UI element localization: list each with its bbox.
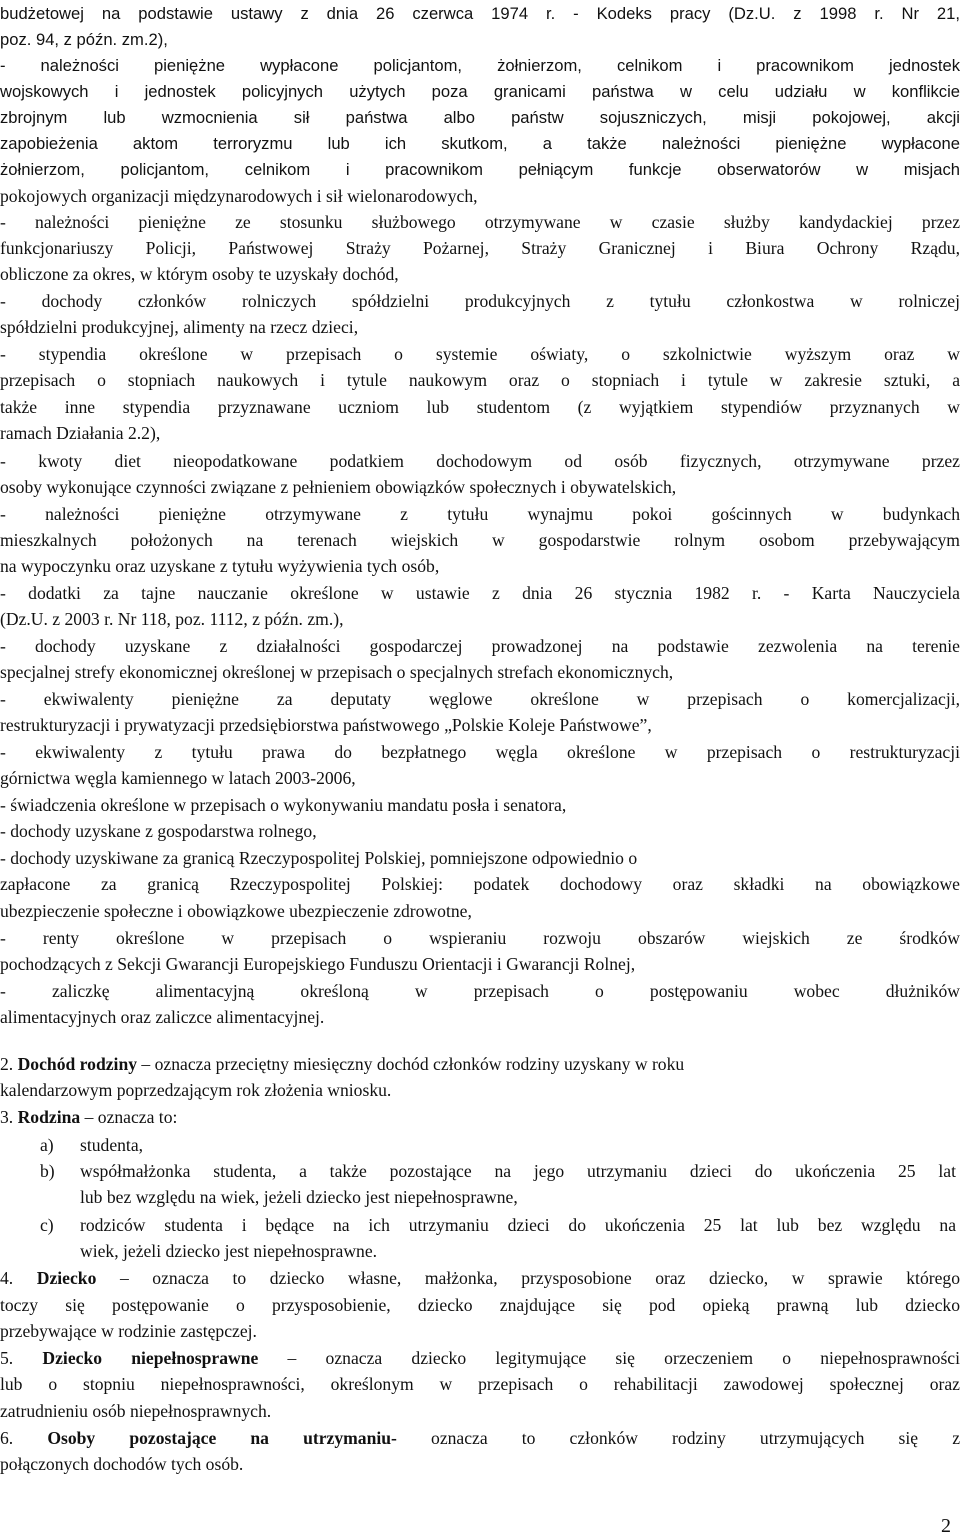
text-line: osoby wykonujące czynności związane z pełnieniem obowiązków społecznych i obywatelskich, bbox=[0, 477, 677, 497]
text-line: zapłacone za granicą Rzeczypospolitej Polskiej: podatek dochodowy oraz składki na obowiązkowe bbox=[0, 874, 960, 894]
text-line: zatrudnieniu osób niepełnosprawnych. bbox=[0, 1401, 272, 1421]
definition-line bbox=[0, 1425, 960, 1451]
definition-term: Rodzina bbox=[17, 1107, 81, 1127]
text-line: budżetowej na podstawie ustawy z dnia 26 czerwca 1974 r. - Kodeks pracy (Dz.U. z 1998 r. Nr 21, bbox=[0, 4, 960, 23]
text-line: - ekwiwalenty pieniężne za deputaty węglowe określone w przepisach o komercjalizacji, bbox=[0, 689, 960, 709]
definition-line bbox=[0, 1265, 960, 1291]
text-line: na wypoczynku oraz uzyskane z tytułu wyżywienia tych osób, bbox=[0, 556, 440, 576]
text-line: - dochody członków rolniczych spółdzielni produkcyjnych z tytułu członkostwa w rolniczej bbox=[0, 291, 960, 311]
text-line: - zaliczkę alimentacyjną określoną w przepisach o postępowaniu wobec dłużników bbox=[0, 981, 960, 1001]
text-line: - dochody uzyskiwane za granicą Rzeczypospolitej Polskiej, pomniejszone odpowiednio o bbox=[0, 848, 638, 868]
text-line: zbrojnym lub wzmocnienia sił państwa albo państw sojuszniczych, misji pokojowej, akcji bbox=[0, 108, 960, 127]
list-text-continuation: lub bez względu na wiek, jeżeli dziecko jest niepełnosprawne, bbox=[80, 1187, 518, 1207]
list-text: studenta, bbox=[80, 1135, 144, 1155]
text-line: - należności pieniężne ze stosunku służbowego otrzymywane w czasie służby kandydackiej przez bbox=[0, 212, 960, 232]
text-line: obliczone za okres, w którym osoby te uzyskały dochód, bbox=[0, 264, 399, 284]
definition-text: – oznacza to dziecko własne, małżonka, przysposobione oraz dziecko, w sprawie którego bbox=[96, 1268, 960, 1288]
text-line: alimentacyjnych oraz zaliczce alimentacyjnej. bbox=[0, 1007, 325, 1027]
text-line: restrukturyzacji i prywatyzacji przedsiębiorstwa państwowego „Polskie Koleje Państwowe”, bbox=[0, 715, 652, 735]
text-line: - kwoty diet nieopodatkowane podatkiem dochodowym od osób fizycznych, otrzymywane przez bbox=[0, 451, 960, 471]
text-line: przepisach o stopniach naukowych i tytule naukowym oraz o stopniach i tytule w zakresie sztuki, a bbox=[0, 370, 960, 390]
definition-line bbox=[0, 1104, 960, 1130]
definition-term: Osoby pozostające na utrzymaniu- bbox=[47, 1428, 397, 1448]
list-marker: b) bbox=[40, 1161, 55, 1181]
text-line: ramach Działania 2.2), bbox=[0, 423, 161, 443]
list-item bbox=[0, 1132, 960, 1158]
text-line: poz. 94, z późn. zm.2), bbox=[0, 30, 168, 49]
text-line: ubezpieczenie społeczne i obowiązkowe ubezpieczenie zdrowotne, bbox=[0, 901, 472, 921]
definition-term: Dziecko bbox=[36, 1268, 97, 1288]
list-item bbox=[0, 1158, 960, 1184]
text-line: zapobieżenia aktom terroryzmu lub ich skutkom, a także należności pieniężne wypłacone bbox=[0, 134, 960, 153]
text-line: specjalnej strefy ekonomicznej określonej w przepisach o specjalnych strefach ekonomicznych, bbox=[0, 662, 674, 682]
text-line: lub o stopniu niepełnosprawności, określonym w przepisach o rehabilitacji zawodowej społecznej oraz bbox=[0, 1374, 960, 1394]
list-marker: c) bbox=[40, 1215, 54, 1235]
text-line: pokojowych organizacji międzynarodowych i sił wielonarodowych, bbox=[0, 186, 478, 206]
definition-text: – oznacza przeciętny miesięczny dochód członków rodziny uzyskany w roku bbox=[137, 1054, 685, 1074]
text-line: (Dz.U. z 2003 r. Nr 118, poz. 1112, z późn. zm.), bbox=[0, 609, 344, 629]
list-item bbox=[0, 1212, 960, 1238]
definition-number: 3. bbox=[0, 1107, 18, 1127]
list-marker: a) bbox=[40, 1135, 54, 1155]
page-number: 2 bbox=[941, 1515, 951, 1537]
text-line: funkcjonariuszy Policji, Państwowej Straży Pożarnej, Straży Granicznej i Biura Ochrony Rządu, bbox=[0, 238, 960, 258]
definition-term: Dziecko niepełnosprawne bbox=[42, 1348, 259, 1368]
definition-text: – oznacza dziecko legitymujące się orzeczeniem o niepełnosprawności bbox=[258, 1348, 960, 1368]
text-line: - ekwiwalenty z tytułu prawa do bezpłatnego węgla określone w przepisach o restrukturyzacji bbox=[0, 742, 960, 762]
definition-line bbox=[0, 1051, 960, 1077]
text-line: także inne stypendia przyznawane uczniom lub studentom (z wyjątkiem stypendiów przyznanych w bbox=[0, 397, 960, 417]
text-line: wojskowych i jednostek policyjnych użytych poza granicami państwa w celu udziału w konflikcie bbox=[0, 82, 960, 101]
text-line: żołnierzom, policjantom, celnikom i pracownikom pełniącym funkcje obserwatorów w misjach bbox=[0, 160, 960, 179]
definition-number: 2. bbox=[0, 1054, 18, 1074]
text-line: - renty określone w przepisach o wspieraniu rozwoju obszarów wiejskich ze środków bbox=[0, 928, 960, 948]
text-line: - należności pieniężne wypłacone policjantom, żołnierzom, celnikom i pracownikom jednostek bbox=[0, 56, 960, 75]
text-line: pochodzących z Sekcji Gwarancji Europejskiego Funduszu Orientacji i Gwarancji Rolnej, bbox=[0, 954, 636, 974]
list-text: współmałżonka studenta, a także pozostające na jego utrzymaniu dzieci do ukończenia 25 lat bbox=[80, 1161, 956, 1181]
text-line: - dochody uzyskane z gospodarstwa rolnego, bbox=[0, 821, 317, 841]
text-line: spółdzielni produkcyjnej, alimenty na rzecz dzieci, bbox=[0, 317, 359, 337]
list-text: rodziców studenta i będące na ich utrzymaniu dzieci do ukończenia 25 lat lub bez względu na bbox=[80, 1215, 956, 1235]
text-line: kalendarzowym poprzedzającym rok złożenia wniosku. bbox=[0, 1080, 392, 1100]
text-line: - dochody uzyskane z działalności gospodarczej prowadzonej na podstawie zezwolenia na terenie bbox=[0, 636, 960, 656]
text-line: przebywające w rodzinie zastępczej. bbox=[0, 1321, 257, 1341]
text-line: - świadczenia określone w przepisach o wykonywaniu mandatu posła i senatora, bbox=[0, 795, 567, 815]
definition-number: 5. bbox=[0, 1348, 43, 1368]
definition-line bbox=[0, 1345, 960, 1371]
text-line: toczy się postępowanie o przysposobienie, dziecko znajdujące się pod opieką prawną lub dziecko bbox=[0, 1295, 960, 1315]
text-line: - stypendia określone w przepisach o systemie oświaty, o szkolnictwie wyższym oraz w bbox=[0, 344, 960, 364]
definition-number: 4. bbox=[0, 1268, 37, 1288]
text-line: mieszkalnych położonych na terenach wiejskich w gospodarstwie rolnym osobom przebywającym bbox=[0, 530, 960, 550]
text-line: - należności pieniężne otrzymywane z tytułu wynajmu pokoi gościnnych w budynkach bbox=[0, 504, 960, 524]
definition-term: Dochód rodziny bbox=[17, 1054, 138, 1074]
text-line: połączonych dochodów tych osób. bbox=[0, 1454, 244, 1474]
text-line: - dodatki za tajne nauczanie określone w ustawie z dnia 26 stycznia 1982 r. - Karta Nauczyciela bbox=[0, 583, 960, 603]
text-line: górnictwa węgla kamiennego w latach 2003-2006, bbox=[0, 768, 356, 788]
definition-text: oznacza to członków rodziny utrzymujących się z bbox=[396, 1428, 960, 1448]
definition-number: 6. bbox=[0, 1428, 48, 1448]
list-text-continuation: wiek, jeżeli dziecko jest niepełnosprawne. bbox=[80, 1241, 378, 1261]
definition-text: – oznacza to: bbox=[80, 1107, 178, 1127]
